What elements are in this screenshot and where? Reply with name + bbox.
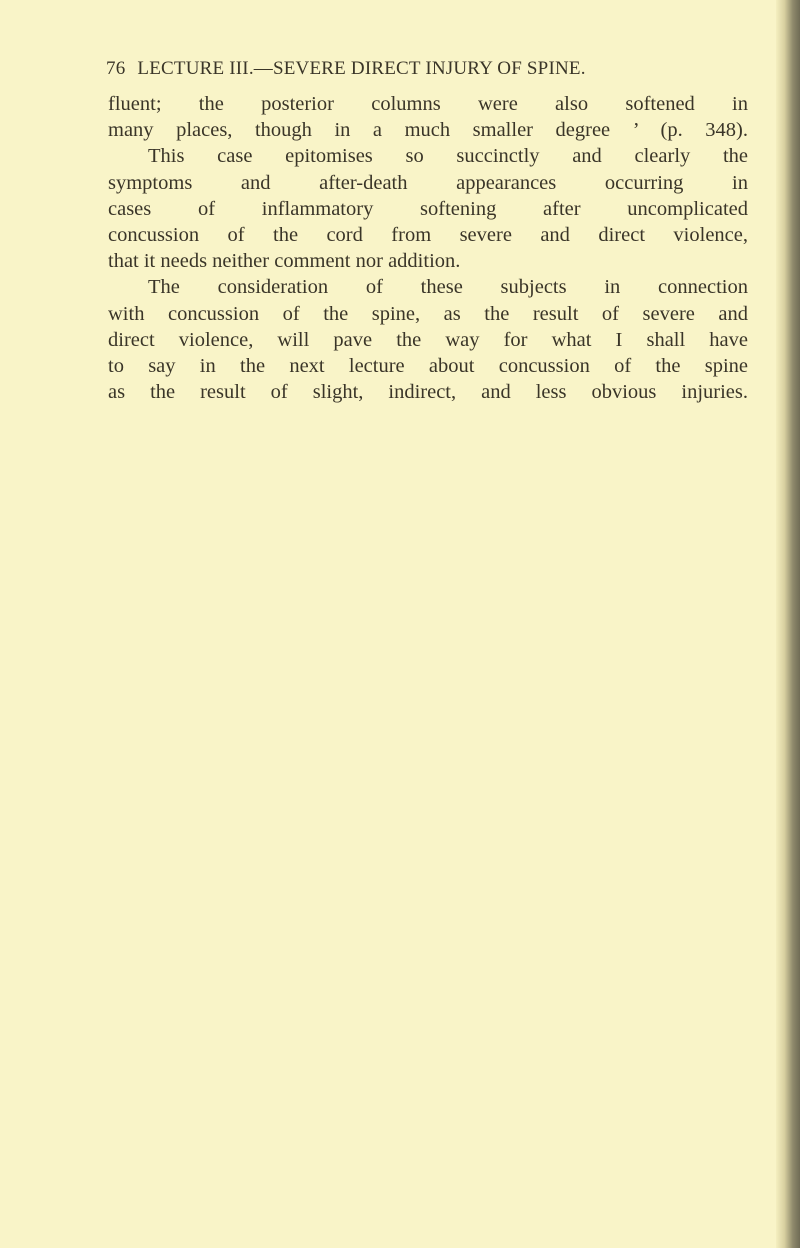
text-line: The consideration of these subjects in connection: [148, 276, 748, 299]
text-line: direct violence, will pave the way for what I shall have: [108, 328, 748, 351]
text-line: that it needs neither comment nor addition.: [108, 250, 461, 273]
text-line: concussion of the cord from severe and direct violence,: [108, 223, 748, 246]
text-line: with concussion of the spine, as the result of severe and: [108, 302, 748, 325]
text-line: as the result of slight, indirect, and less obvious injuries.: [108, 381, 748, 404]
page-number: 76: [106, 58, 126, 79]
text-line: many places, though in a much smaller degree ’ (p. 348).: [108, 119, 748, 142]
page-edge-shadow: [776, 0, 800, 1248]
text-line: fluent; the posterior columns were also softened in: [108, 93, 748, 115]
text-line: symptoms and after-death appearances occurring in: [108, 171, 748, 194]
text-line: This case epitomises so succinctly and clearly the: [148, 145, 748, 168]
running-title: LECTURE III.—SEVERE DIRECT INJURY OF SPINE.: [137, 58, 586, 79]
running-header: [106, 58, 711, 80]
text-line: to say in the next lecture about concussion of the spine: [108, 354, 748, 377]
body-text: [108, 91, 748, 405]
text-line: cases of inflammatory softening after uncomplicated: [108, 197, 748, 220]
